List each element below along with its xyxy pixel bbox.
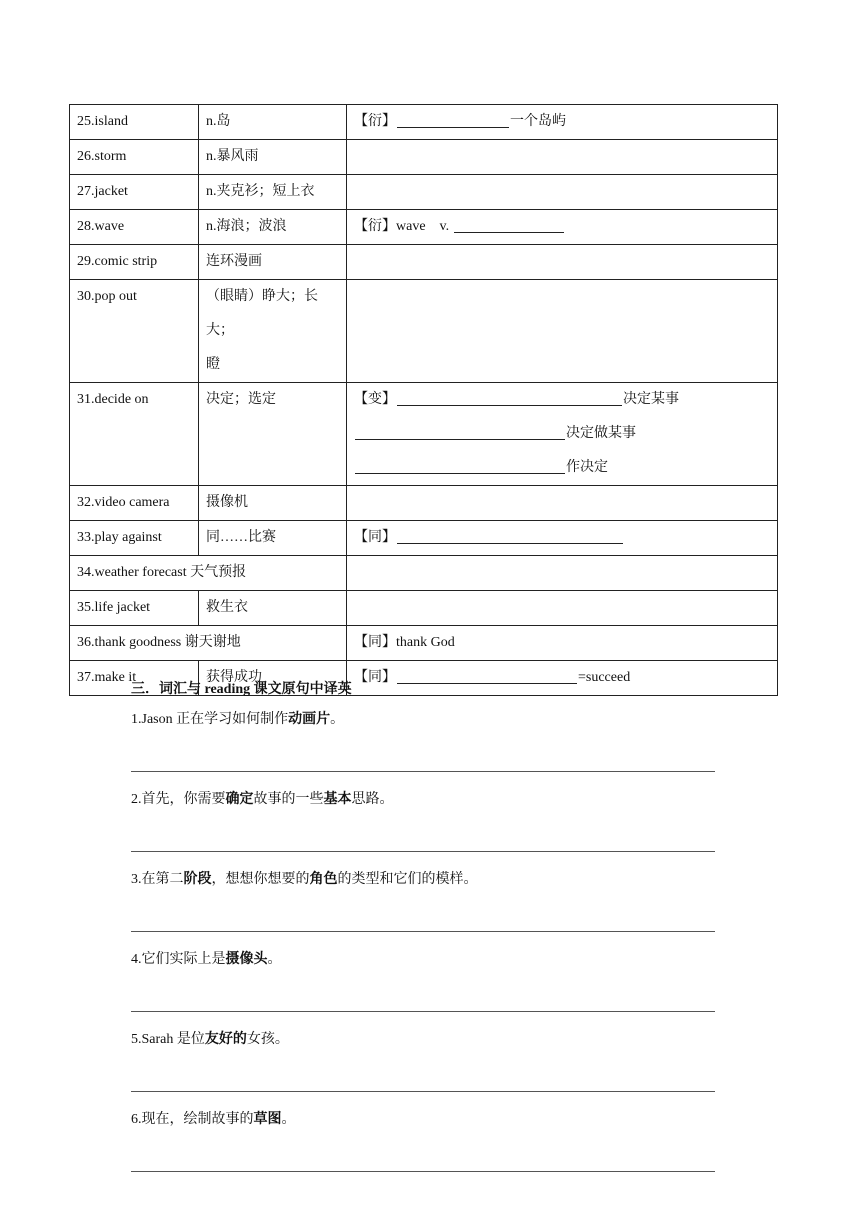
word-cell: 33.play against <box>70 521 199 556</box>
question <box>131 950 731 970</box>
question-keyword: 友好的 <box>204 1032 247 1047</box>
word-cell: 28.wave <box>70 210 199 245</box>
question-text: 6.现在，绘制故事的 <box>131 1112 254 1127</box>
note-line <box>354 383 770 417</box>
table-row <box>70 556 778 591</box>
meaning-cell: 决定；选定 <box>199 383 347 486</box>
word-cell: 36.thank goodness 谢天谢地 <box>70 626 347 661</box>
question-text: 的类型和它们的模样。 <box>337 872 478 887</box>
note-line <box>354 451 770 485</box>
question-text: 女孩。 <box>246 1032 289 1047</box>
word-cell: 30.pop out <box>70 280 199 383</box>
answer-line[interactable] <box>131 850 715 852</box>
question-text: 1.Jason 正在学习如何制作 <box>131 712 289 727</box>
question <box>131 1110 731 1130</box>
answer-blank[interactable] <box>454 214 564 233</box>
note-suffix: 决定做某事 <box>566 426 636 441</box>
table-row <box>70 175 778 210</box>
question <box>131 1030 731 1050</box>
answer-blank[interactable] <box>397 387 622 406</box>
note-prefix: 【变】 <box>354 392 396 407</box>
note-prefix: 【同】 <box>354 670 396 685</box>
meaning-cell: 连环漫画 <box>199 245 347 280</box>
answer-line[interactable] <box>131 1010 715 1012</box>
table-row <box>70 521 778 556</box>
answer-line[interactable] <box>131 1170 715 1172</box>
note-cell <box>347 245 778 280</box>
table-row <box>70 140 778 175</box>
answer-blank[interactable] <box>397 109 509 128</box>
meaning-line: 瞪 <box>206 357 220 372</box>
note-suffix: 决定某事 <box>623 392 679 407</box>
question-keyword: 角色 <box>309 872 338 887</box>
note-prefix: 【同】 <box>354 530 396 545</box>
answer-line[interactable] <box>131 770 715 772</box>
meaning-cell: 救生衣 <box>199 591 347 626</box>
question <box>131 710 731 730</box>
word-cell: 29.comic strip <box>70 245 199 280</box>
note-suffix: 一个岛屿 <box>510 114 566 129</box>
meaning-cell: n.海浪；波浪 <box>199 210 347 245</box>
question-text: 。 <box>281 1112 296 1127</box>
question-keyword: 基本 <box>323 792 352 807</box>
answer-line[interactable] <box>131 1090 715 1092</box>
note-cell <box>347 210 778 245</box>
question <box>131 790 731 810</box>
word-cell: 32.video camera <box>70 486 199 521</box>
question-text: 。 <box>267 952 282 967</box>
question-text: 。 <box>330 712 345 727</box>
meaning-cell: 获得成功 <box>199 661 347 696</box>
word-cell: 25.island <box>70 105 199 140</box>
question-text: 故事的一些 <box>253 792 324 807</box>
note-cell <box>347 591 778 626</box>
question-text: 2.首先，你需要 <box>131 792 226 807</box>
question-text: 4.它们实际上是 <box>131 952 226 967</box>
note-prefix: 【衍】wave v. <box>354 219 453 234</box>
note-cell <box>347 105 778 140</box>
word-cell: 35.life jacket <box>70 591 199 626</box>
note-cell <box>347 175 778 210</box>
meaning-cell: n.夹克衫；短上衣 <box>199 175 347 210</box>
question-keyword: 草图 <box>253 1112 282 1127</box>
table-row <box>70 626 778 661</box>
note-cell <box>347 140 778 175</box>
note-cell <box>347 556 778 591</box>
answer-blank[interactable] <box>355 455 565 474</box>
meaning-cell <box>199 280 347 383</box>
note-line <box>354 417 770 451</box>
table-row <box>70 245 778 280</box>
note-cell <box>347 521 778 556</box>
answer-blank[interactable] <box>355 421 565 440</box>
meaning-cell: 摄像机 <box>199 486 347 521</box>
note-cell: 【同】thank God <box>347 626 778 661</box>
meaning-cell: n.暴风雨 <box>199 140 347 175</box>
meaning-cell: 同……比赛 <box>199 521 347 556</box>
question-text: 5.Sarah 是位 <box>131 1032 205 1047</box>
note-suffix: 作决定 <box>566 460 608 475</box>
word-cell: 34.weather forecast 天气预报 <box>70 556 347 591</box>
table-row <box>70 486 778 521</box>
answer-blank[interactable] <box>397 525 623 544</box>
question-keyword: 阶段 <box>183 872 212 887</box>
vocab-table <box>69 104 778 696</box>
note-cell <box>347 383 778 486</box>
table-row <box>70 105 778 140</box>
translation-section <box>131 676 731 1172</box>
word-cell: 26.storm <box>70 140 199 175</box>
table-row <box>70 591 778 626</box>
table-row <box>70 280 778 383</box>
question-text: 思路。 <box>351 792 394 807</box>
question-keyword: 动画片 <box>288 712 331 727</box>
meaning-line: （眼睛）睁大；长大； <box>206 289 318 338</box>
meaning-cell: n.岛 <box>199 105 347 140</box>
word-cell: 37.make it <box>70 661 199 696</box>
question-keyword: 摄像头 <box>225 952 268 967</box>
question-text: 3.在第二 <box>131 872 184 887</box>
table-row <box>70 210 778 245</box>
note-cell <box>347 280 778 383</box>
word-cell: 31.decide on <box>70 383 199 486</box>
note-prefix: 【衍】 <box>354 114 396 129</box>
note-cell <box>347 486 778 521</box>
note-suffix: =succeed <box>578 670 631 685</box>
table-row <box>70 383 778 486</box>
question <box>131 870 731 890</box>
question-text: ，想想你想要的 <box>211 872 310 887</box>
answer-line[interactable] <box>131 930 715 932</box>
word-cell: 27.jacket <box>70 175 199 210</box>
section-title: 三．词汇与 reading 课文原句中译英 <box>131 682 352 697</box>
question-keyword: 确定 <box>225 792 254 807</box>
